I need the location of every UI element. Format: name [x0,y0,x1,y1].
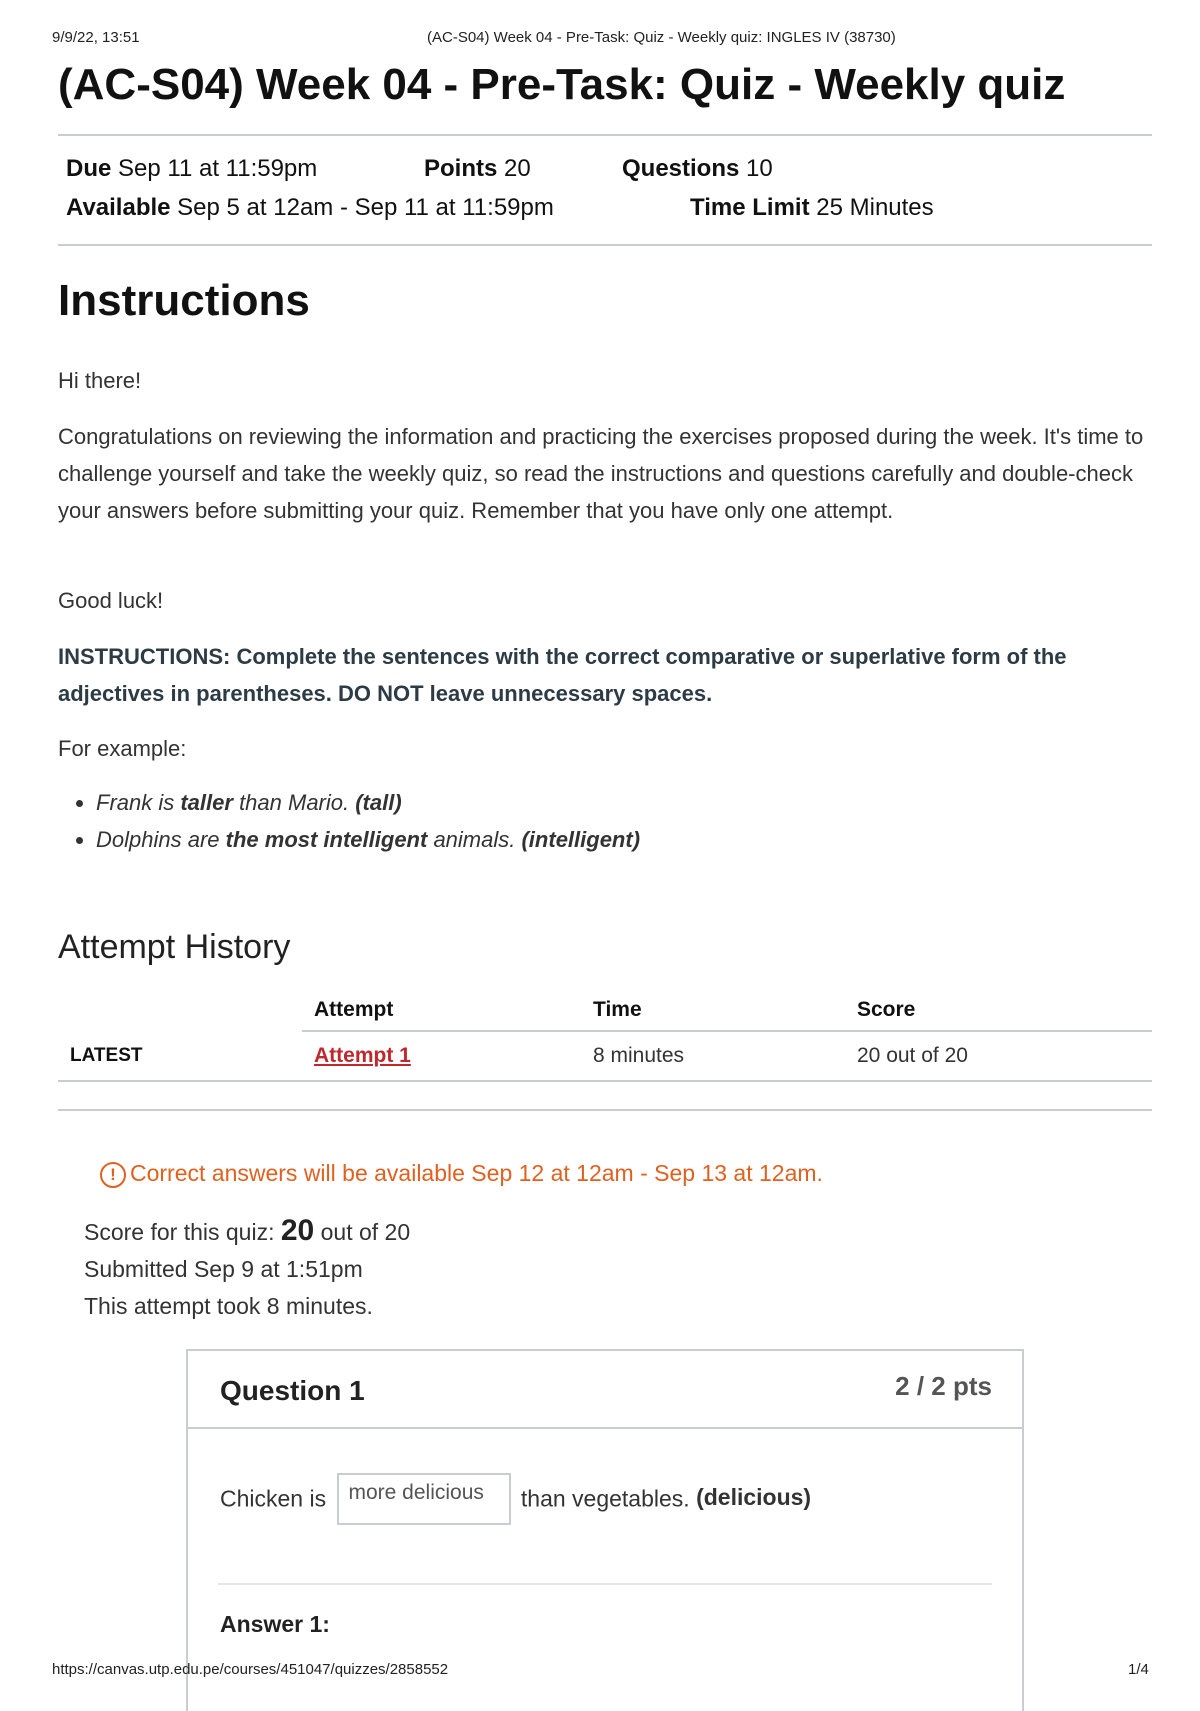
time-limit-value: 25 Minutes [816,194,934,221]
attempt-time: 8 minutes [581,1031,845,1081]
attempt-history-table [58,990,1152,1082]
answer-input[interactable]: more delicious [337,1473,511,1525]
notice-text: Correct answers will be available Sep 12 at 12am - Sep 13 at 12am. [130,1160,823,1186]
instructions-body: Congratulations on reviewing the information and practicing the exercises proposed during the week. It's time to challenge yourself and take the weekly quiz, so read the instructions and questions carefully and double-check your answers before submitting your quiz. Remember that you have only one attempt. [58,424,1144,523]
divider [58,134,1152,136]
answer-label: Answer 1: [220,1611,330,1637]
points [424,155,531,183]
attempt-link[interactable]: Attempt 1 [314,1044,411,1067]
column-header: Score [845,990,1152,1031]
attempt-score: 20 out of 20 [845,1031,1152,1081]
divider [58,1109,1152,1111]
time-limit [690,194,934,222]
time-limit-label: Time Limit [690,194,810,221]
print-url: https://canvas.utp.edu.pe/courses/451047/quizzes/2858552 [52,1661,449,1678]
latest-label: LATEST [58,1031,302,1081]
print-doc-title: (AC-S04) Week 04 - Pre-Task: Quiz - Weekly quiz: INGLES IV (38730) [427,29,896,46]
submitted-line: Submitted Sep 9 at 1:51pm [84,1256,363,1282]
column-header [58,990,302,1031]
greeting: Hi there! [58,368,142,393]
question-text: Chicken is more delicious than vegetables. (delicious) [220,1473,811,1525]
due-value: Sep 11 at 11:59pm [118,155,318,182]
attempt-history-heading: Attempt History [58,928,291,966]
divider [58,244,1152,246]
question-hint: (delicious) [696,1484,812,1511]
points-label: Points [424,155,498,182]
available-label: Available [66,194,171,221]
column-header: Time [581,990,845,1031]
question-title: Question 1 [220,1375,365,1406]
points-value: 20 [504,155,531,182]
score-value: 20 [280,1214,315,1247]
due-label: Due [66,155,112,182]
duration-line: This attempt took 8 minutes. [84,1293,373,1319]
questions-count [622,155,773,183]
good-luck: Good luck! [58,588,164,613]
table-row [58,1031,1152,1081]
page-number: 1/4 [1128,1661,1149,1678]
instructions-heading: Instructions [58,276,310,325]
availability [66,194,554,222]
score-line: Score for this quiz: 20 out of 20 [84,1214,411,1247]
questions-label: Questions [622,155,740,182]
examples-list [58,784,1148,858]
due-date [66,155,317,183]
question-header [188,1351,1022,1429]
correct-answers-notice [100,1160,823,1188]
example-item: • Frank is taller than Mario. (tall) [96,784,1148,821]
warning-icon: ! [100,1162,126,1188]
print-datetime: 9/9/22, 13:51 [52,29,140,46]
available-value: Sep 5 at 12am - Sep 11 at 11:59pm [177,194,554,221]
for-example: For example: [58,736,187,761]
column-header: Attempt [302,990,581,1031]
questions-value: 10 [746,155,773,182]
bold-instructions: INSTRUCTIONS: Complete the sentences with the correct comparative or superlative form of the adjectives in parentheses. DO NOT leave unnecessary spaces. [58,644,1067,706]
example-item: • Dolphins are the most intelligent animals. (intelligent) [96,821,1148,858]
question-points: 2 / 2 pts [895,1371,992,1401]
question-card [186,1349,1024,1711]
score-summary [84,1212,410,1325]
divider [218,1583,992,1585]
page-title: (AC-S04) Week 04 - Pre-Task: Quiz - Weekly quiz [58,60,1066,109]
